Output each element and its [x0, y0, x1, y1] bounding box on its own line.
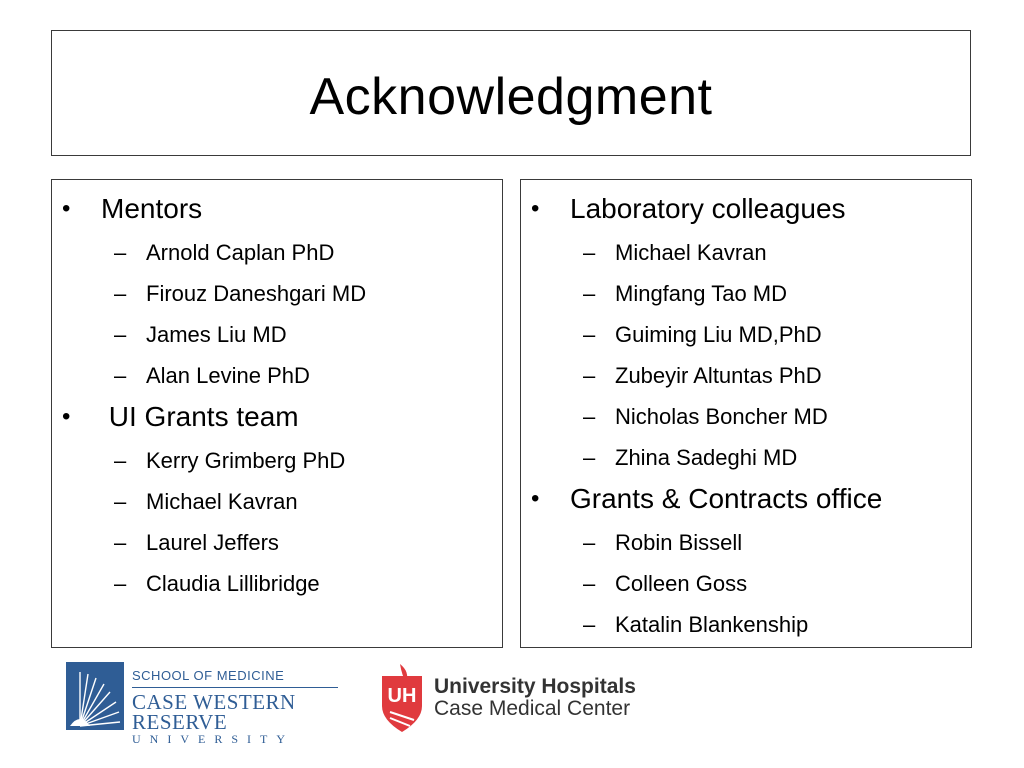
- group-mentors: [52, 194, 502, 388]
- list-item: [52, 282, 502, 306]
- list-item-text: Nicholas Boncher MD: [615, 404, 828, 429]
- dash-icon: –: [114, 530, 127, 555]
- list-item: [521, 405, 971, 429]
- group-title-text: Laboratory colleagues: [570, 193, 846, 224]
- bullet-icon: •: [531, 195, 540, 222]
- group-title: [521, 194, 971, 224]
- list-item: [521, 282, 971, 306]
- dash-icon: –: [583, 240, 596, 265]
- dash-icon: –: [114, 363, 127, 388]
- sunburst-icon: [66, 662, 124, 730]
- case-western-reserve-label: CASE WESTERN RESERVE: [132, 690, 296, 734]
- cwru-school-of-medicine-logo: [66, 662, 346, 746]
- list-item: [521, 531, 971, 555]
- list-item: [52, 364, 502, 388]
- bullet-icon: •: [62, 195, 71, 222]
- university-hospitals-label: University Hospitals: [434, 675, 636, 698]
- right-content-box: [520, 179, 972, 648]
- uh-logo-text: [434, 676, 636, 720]
- group-title-text: UI Grants team: [101, 401, 299, 432]
- page-title: Acknowledgment: [309, 68, 713, 126]
- dash-icon: –: [583, 445, 596, 470]
- logo-bar: [0, 662, 1024, 746]
- uh-shield-icon: [380, 662, 430, 734]
- cwru-logo-text: [132, 668, 346, 746]
- group-title: [521, 484, 971, 514]
- list-item-text: Alan Levine PhD: [146, 363, 310, 388]
- list-item: [521, 323, 971, 347]
- group-title-text: Grants & Contracts office: [570, 483, 883, 514]
- title-box: [51, 30, 971, 156]
- list-item-text: Kerry Grimberg PhD: [146, 448, 346, 473]
- bullet-icon: •: [62, 403, 71, 430]
- list-item: [521, 241, 971, 265]
- university-hospitals-logo: [380, 662, 650, 734]
- dash-icon: –: [114, 240, 127, 265]
- dash-icon: –: [583, 322, 596, 347]
- bullet-icon: •: [531, 485, 540, 512]
- list-item-text: Zhina Sadeghi MD: [615, 445, 798, 470]
- list-item-text: Firouz Daneshgari MD: [146, 281, 367, 306]
- dash-icon: –: [583, 363, 596, 388]
- dash-icon: –: [114, 571, 127, 596]
- logo-divider: [132, 687, 338, 688]
- list-item-text: Michael Kavran: [615, 240, 767, 265]
- left-content-box: [51, 179, 503, 648]
- group-title-text: Mentors: [101, 193, 203, 224]
- list-item: [52, 490, 502, 514]
- list-item-text: Zubeyir Altuntas PhD: [615, 363, 822, 388]
- dash-icon: –: [583, 530, 596, 555]
- list-item-text: Colleen Goss: [615, 571, 748, 596]
- list-item-text: Guiming Liu MD,PhD: [615, 322, 822, 347]
- dash-icon: –: [583, 404, 596, 429]
- dash-icon: –: [114, 489, 127, 514]
- group-ui-grants-team: [52, 402, 502, 596]
- dash-icon: –: [114, 448, 127, 473]
- dash-icon: –: [583, 612, 596, 637]
- list-item-text: Claudia Lillibridge: [146, 571, 320, 596]
- group-laboratory-colleagues: [521, 194, 971, 470]
- group-grants-contracts-office: [521, 484, 971, 637]
- list-item: [521, 572, 971, 596]
- uh-mark-text: UH: [387, 685, 417, 707]
- dash-icon: –: [583, 571, 596, 596]
- list-item: [521, 364, 971, 388]
- dash-icon: –: [114, 322, 127, 347]
- list-item: [52, 449, 502, 473]
- list-item-text: Katalin Blankenship: [615, 612, 809, 637]
- list-item: [52, 241, 502, 265]
- case-medical-center-label: Case Medical Center: [434, 697, 631, 720]
- university-label: UNIVERSITY: [132, 732, 294, 746]
- right-list: [521, 190, 971, 637]
- list-item-text: Mingfang Tao MD: [615, 281, 788, 306]
- list-item: [52, 572, 502, 596]
- list-item: [52, 531, 502, 555]
- list-item-text: Laurel Jeffers: [146, 530, 279, 555]
- school-of-medicine-label: SCHOOL OF MEDICINE: [132, 668, 285, 683]
- list-item-text: Michael Kavran: [146, 489, 298, 514]
- list-item-text: James Liu MD: [146, 322, 287, 347]
- list-item: [521, 446, 971, 470]
- list-item: [521, 613, 971, 637]
- dash-icon: –: [583, 281, 596, 306]
- dash-icon: –: [114, 281, 127, 306]
- group-title: [52, 402, 502, 432]
- list-item-text: Robin Bissell: [615, 530, 743, 555]
- list-item-text: Arnold Caplan PhD: [146, 240, 335, 265]
- group-title: [52, 194, 502, 224]
- left-list: [52, 190, 502, 596]
- list-item: [52, 323, 502, 347]
